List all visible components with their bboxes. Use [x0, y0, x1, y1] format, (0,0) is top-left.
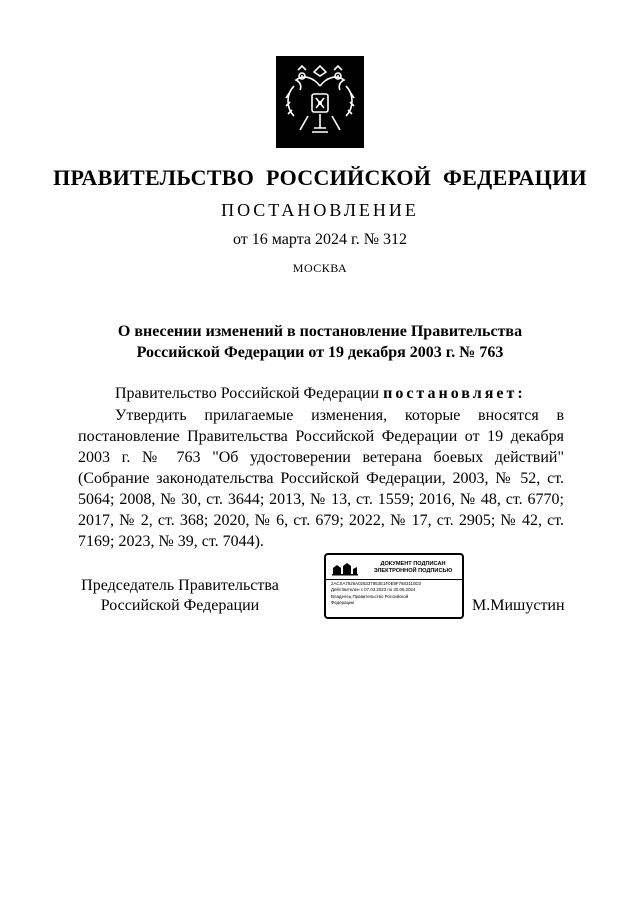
intro-text: Правительство Российской Федерации	[115, 385, 384, 402]
subject-line-1: О внесении изменений в постановление Правительства	[117, 323, 523, 340]
coat-of-arms-icon	[276, 56, 364, 148]
resolution-intro	[78, 385, 564, 403]
document-subject	[100, 321, 540, 363]
electronic-signature-stamp	[324, 553, 464, 619]
signer-name: М.Мишустин	[472, 597, 565, 614]
document-date-number: от 16 марта 2024 г. № 312	[233, 231, 407, 248]
stamp-owner-line-1: Владелец Правительство Российской	[331, 593, 409, 599]
subject-line-2: Российской Федерации от 19 декабря 2003 г. № 763	[136, 344, 504, 361]
stamp-title	[364, 561, 462, 575]
stamp-certificate: 2ACSA7926A026337953E1F0E9F7683110D3	[331, 581, 421, 586]
signer-position	[80, 576, 280, 616]
stamp-title-line-2: ЭЛЕКТРОННОЙ ПОДПИСЬЮ	[373, 568, 453, 574]
resolves-word: постановляет:	[383, 385, 526, 402]
document-type: ПОСТАНОВЛЕНИЕ	[221, 200, 419, 220]
stamp-owner-line-2: Федерации	[331, 600, 354, 606]
signer-position-line-1: Председатель Правительства	[81, 577, 279, 594]
stamp-title-line-1: ДОКУМЕНТ ПОДПИСАН	[380, 561, 446, 567]
document-city: МОСКВА	[292, 261, 348, 275]
signer-position-line-2: Российской Федерации	[100, 597, 260, 614]
resolution-body: Утвердить прилагаемые изменения, которые вносятся в постановление Правительства Российской Федерации от 19 декабря 2003 г. № 763 "Об удостоверении ветерана боевых действий" (Собрание законодательства Российской Федерации, 2003, № 52, ст. 5064; 2008, № 30, ст. 3644; 2013, № 13, ст. 1559; 2016, № 48, ст. 6770; 2017, № 2, ст. 368; 2020, № 6, ст. 679; 2022, № 17, ст. 2905; № 42, ст. 7169; 2023, № 39, ст. 7044).	[78, 407, 564, 550]
stamp-divider	[326, 579, 462, 580]
organization-title: ПРАВИТЕЛЬСТВО РОССИЙСКОЙ ФЕДЕРАЦИИ	[53, 165, 587, 190]
stamp-details	[331, 581, 461, 607]
stamp-validity: Действителен с 07.03.2023 по 30.05.2024	[331, 587, 416, 593]
